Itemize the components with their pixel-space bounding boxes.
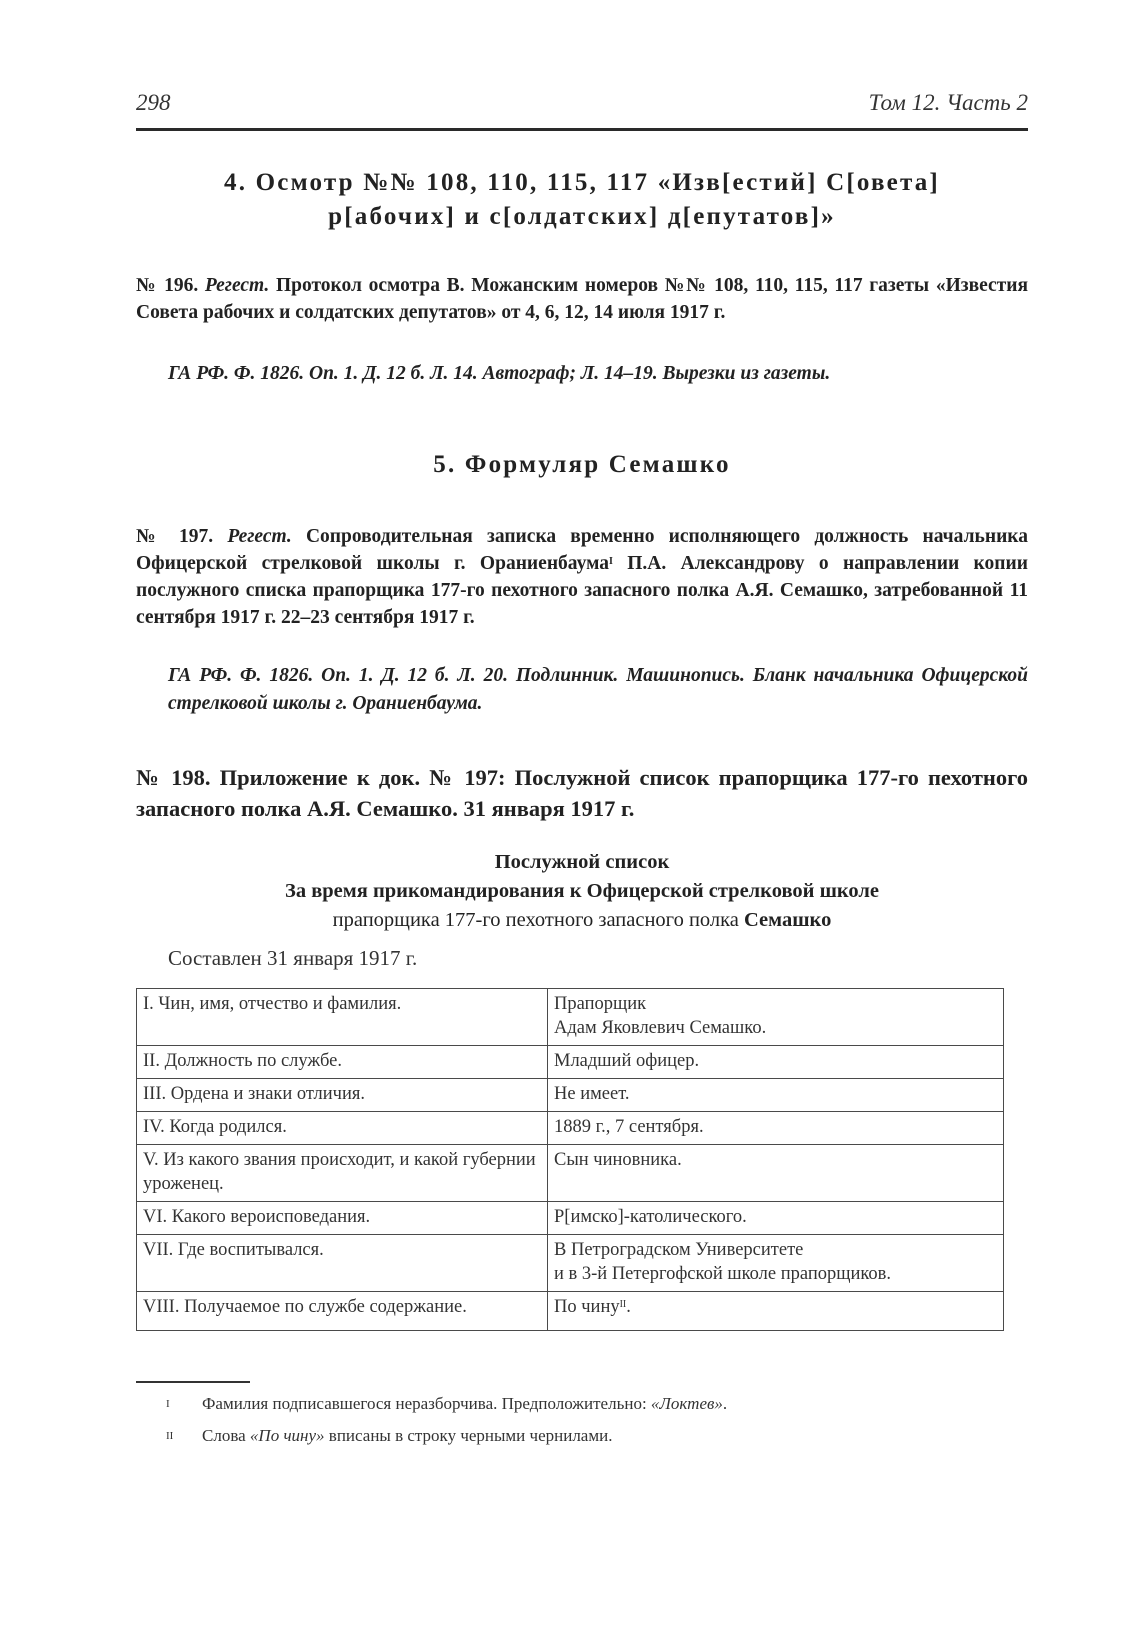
- section-4-title: [136, 166, 1028, 234]
- footnote-2: [136, 1424, 1028, 1448]
- row-value: [548, 1292, 1004, 1331]
- volume-label: Том 12. Часть 2: [868, 90, 1028, 115]
- footnote-mark: II: [166, 1430, 174, 1442]
- doc-number: № 196.: [136, 275, 199, 296]
- page-number: 298: [136, 90, 171, 115]
- value-line: Прапорщик: [554, 994, 647, 1014]
- footnote-mark: I: [166, 1398, 170, 1410]
- archive-reference: ГА РФ. Ф. 1826. Оп. 1. Д. 12 б. Л. 20. Подлинник. Машинопись. Бланк начальника Офицерской стрелковой школы г. Ораниенбаума.: [168, 665, 1028, 714]
- doc-196-summary: [136, 272, 1028, 326]
- doc-text: Протокол осмотра В. Можанским номеров №№ 108, 110, 115, 117 газеты «Известия Совета рабочих и солдатских депутатов» от 4, 6, 12, 14 июля 1917 г.: [136, 275, 1029, 323]
- row-value: Не имеет.: [548, 1079, 1004, 1112]
- table-row: [137, 1046, 1004, 1079]
- footnote-italic: «По чину»: [249, 1426, 325, 1445]
- table-row: [137, 1145, 1004, 1202]
- table-row: [137, 989, 1004, 1046]
- footnote-text: Слова: [202, 1426, 250, 1445]
- value-line: Адам Яковлевич Семашко.: [554, 1018, 767, 1038]
- table-row: [137, 1235, 1004, 1292]
- table-row: [137, 1112, 1004, 1145]
- service-list-title: Послужной список: [494, 851, 670, 873]
- service-list-heading: [136, 848, 1028, 935]
- footnote-1: [136, 1392, 1028, 1416]
- doc-198-title: № 198. Приложение к док. № 197: Послужной список прапорщика 177-го пехотного запасного полка А.Я. Семашко. 31 января 1917 г.: [136, 765, 1028, 821]
- table-row: [137, 1202, 1004, 1235]
- row-label: V. Из какого звания происходит, и какой губернии уроженец.: [137, 1145, 548, 1202]
- value-end: .: [626, 1297, 631, 1317]
- running-head: [136, 90, 1028, 130]
- row-label: I. Чин, имя, отчество и фамилия.: [137, 989, 548, 1046]
- compiled-date: Составлен 31 января 1917 г.: [168, 946, 418, 970]
- value-text: По чину: [554, 1297, 620, 1317]
- row-label: VI. Какого вероисповедания.: [137, 1202, 548, 1235]
- service-record-table: [136, 988, 1004, 1331]
- section-4-title-line1: 4. Осмотр №№ 108, 110, 115, 117 «Изв[естий] С[овета]: [224, 169, 940, 196]
- row-value: [548, 989, 1004, 1046]
- row-label: IV. Когда родился.: [137, 1112, 548, 1145]
- footnote-text-cont: вписаны в строку черными чернилами.: [324, 1426, 613, 1445]
- footnote-ref-1[interactable]: I: [608, 556, 613, 567]
- section-4-title-line2: р[абочих] и с[олдатских] д[епутатов]»: [328, 203, 836, 230]
- row-value: Младший офицер.: [548, 1046, 1004, 1079]
- table-row: [137, 1292, 1004, 1331]
- row-label: VII. Где воспитывался.: [137, 1235, 548, 1292]
- table-row: [137, 1079, 1004, 1112]
- doc-text-cont: П.А. Александрову о направлении копии послужного списка прапорщика 177-го пехотного запасного полка А.Я. Семашко, затребованной 11 сентября 1917 г. 22–23 сентября 1917 г.: [136, 553, 1028, 628]
- doc-text: Сопроводительная записка временно исполняющего должность начальника Офицерской стрелковой школы г. Ораниенбаума: [136, 526, 1028, 574]
- row-value: 1889 г., 7 сентября.: [548, 1112, 1004, 1145]
- doc-type: Регест.: [204, 275, 270, 296]
- row-label: II. Должность по службе.: [137, 1046, 548, 1079]
- row-label: VIII. Получаемое по службе содержание.: [137, 1292, 548, 1331]
- row-label: III. Ордена и знаки отличия.: [137, 1079, 548, 1112]
- service-list-surname: Семашко: [744, 909, 832, 931]
- footnote-text: Фамилия подписавшегося неразборчива. Предположительно:: [202, 1394, 651, 1413]
- archive-reference: ГА РФ. Ф. 1826. Оп. 1. Д. 12 б. Л. 14. Автограф; Л. 14–19. Вырезки из газеты.: [168, 363, 831, 384]
- service-list-rank: прапорщика 177-го пехотного запасного полка: [332, 909, 744, 931]
- service-list-subtitle: За время прикомандирования к Офицерской стрелковой школе: [285, 880, 879, 902]
- section-5-title: 5. Формуляр Семашко: [433, 451, 731, 478]
- row-value: Р[имско]-католического.: [548, 1202, 1004, 1235]
- doc-197-archive: [136, 662, 1028, 718]
- footnote-ref-2[interactable]: II: [619, 1299, 627, 1310]
- row-value: [548, 1235, 1004, 1292]
- value-line: В Петроградском Университете: [554, 1240, 804, 1260]
- footnote-italic: «Локтев»: [650, 1394, 723, 1413]
- header-rule: [136, 128, 1028, 131]
- doc-type: Регест.: [227, 526, 292, 547]
- value-line: и в 3-й Петергофской школе прапорщиков.: [554, 1264, 892, 1284]
- doc-number: № 197.: [136, 526, 214, 547]
- row-value: Сын чиновника.: [548, 1145, 1004, 1202]
- footnote-rule: [136, 1381, 250, 1383]
- doc-196-archive: [136, 360, 1028, 388]
- footnote-end: .: [722, 1394, 728, 1413]
- doc-197-summary: [136, 523, 1028, 631]
